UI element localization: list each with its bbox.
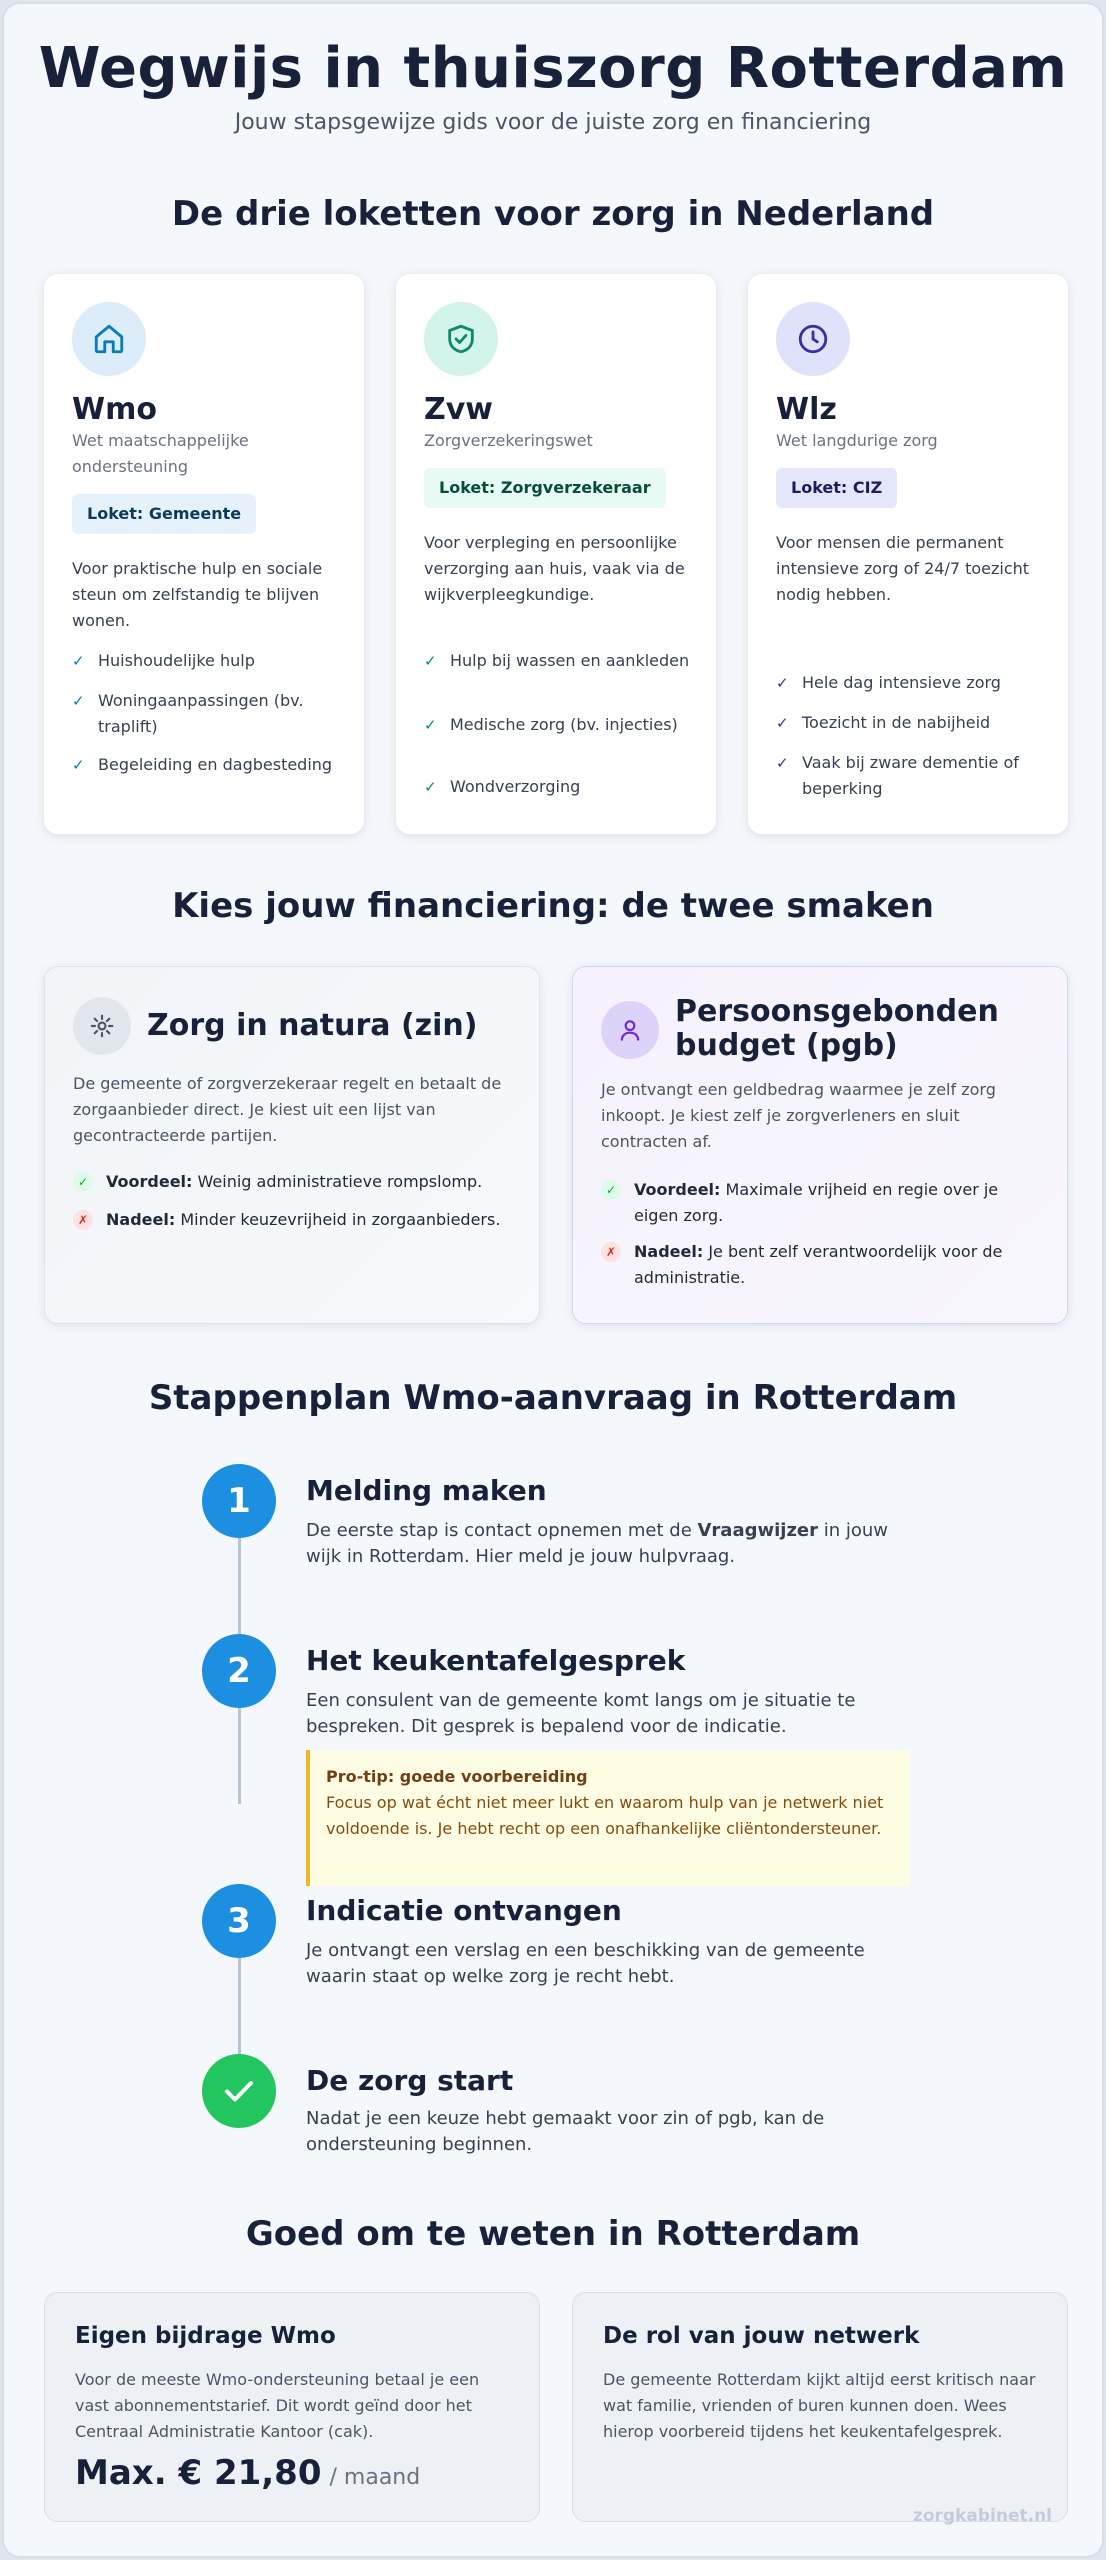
watermark: zorgkabinet.nl xyxy=(912,2506,1052,2526)
list-item: ✓ Woningaanpassingen (bv. traplift) xyxy=(72,688,342,740)
list-item: ✓ Medische zorg (bv. injecties) xyxy=(424,712,694,738)
loket-description: Voor mensen die permanent intensieve zorg of 24/7 toezicht nodig hebben. xyxy=(776,533,1030,604)
check-icon: ✓ xyxy=(776,674,789,692)
check-icon: ✓ xyxy=(776,714,789,732)
con-item: ✗ Nadeel: Je bent zelf verantwoordelijk voor de administratie. xyxy=(601,1239,1041,1291)
clock-icon xyxy=(776,302,850,376)
info-box-eigen-bijdrage xyxy=(44,2292,540,2522)
person-icon xyxy=(601,1001,659,1059)
list-item: ✓ Huishoudelijke hulp xyxy=(72,648,342,674)
step-description: Nadat je een keuze hebt gemaakt voor zin of pgb, kan de ondersteuning beginnen. xyxy=(306,2108,825,2155)
financing-card-pgb xyxy=(572,966,1068,1324)
info-box-netwerk xyxy=(572,2292,1068,2522)
loket-badge: Loket: Zorgverzekeraar xyxy=(424,468,666,508)
list-item: ✓ Hele dag intensieve zorg xyxy=(776,670,1046,696)
info-section-title: Goed om te weten in Rotterdam xyxy=(245,2214,861,2254)
timeline-connector xyxy=(238,1708,241,1804)
financing-section-title: Kies jouw financiering: de twee smaken xyxy=(172,886,934,926)
loket-description: Voor praktische hulp en sociale steun om zelfstandig te blijven wonen. xyxy=(72,559,323,630)
check-icon: ✓ xyxy=(601,1180,621,1200)
gear-icon xyxy=(73,997,131,1055)
loket-card-wmo xyxy=(44,274,364,834)
shield-check-icon xyxy=(424,302,498,376)
checkmark-icon xyxy=(202,2054,276,2128)
list-item: ✓ Begeleiding en dagbesteding xyxy=(72,752,342,778)
pro-tip-box xyxy=(306,1750,910,1886)
step-number: 2 xyxy=(202,1634,276,1708)
step-title: Het keukentafelgesprek xyxy=(306,1644,686,1677)
loket-description: Voor verpleging en persoonlijke verzorging aan huis, vaak via de wijkverpleegkundige. xyxy=(424,533,685,604)
step-number: 3 xyxy=(202,1884,276,1958)
tip-title: Pro-tip: goede voorbereiding xyxy=(326,1767,588,1786)
loket-name: Zvw xyxy=(424,392,494,427)
tip-text: Focus op wat écht niet meer lukt en waarom hulp van je netwerk niet voldoende is. Je hebt recht op een onafhankelijke cliëntondersteuner. xyxy=(326,1793,884,1838)
check-icon: ✓ xyxy=(72,756,85,774)
info-title: Eigen bijdrage Wmo xyxy=(75,2323,336,2349)
info-text: De gemeente Rotterdam kijkt altijd eerst kritisch naar wat familie, vrienden of buren kunnen doen. Wees hierop voorbereid tijdens het keukentafelgesprek. xyxy=(603,2370,1036,2441)
financing-description: De gemeente of zorgverzekeraar regelt en betaalt de zorgaanbieder direct. Je kiest uit een lijst van gecontracteerde partijen. xyxy=(73,1074,502,1145)
financing-card-zin xyxy=(44,966,540,1324)
loket-card-wlz xyxy=(748,274,1068,834)
step-description: De eerste stap is contact opnemen met de Vraagwijzer in jouw wijk in Rotterdam. Hier meld je jouw hulpvraag. xyxy=(306,1520,889,1567)
financing-title: Zorg in natura (zin) xyxy=(147,1008,478,1043)
loket-badge: Loket: CIZ xyxy=(776,468,897,508)
loket-name: Wlz xyxy=(776,392,837,427)
timeline-connector xyxy=(238,1958,241,2054)
check-icon: ✓ xyxy=(72,652,85,670)
pro-item: ✓ Voordeel: Weinig administratieve rompslomp. xyxy=(73,1169,513,1195)
info-title: De rol van jouw netwerk xyxy=(603,2323,920,2349)
check-icon: ✓ xyxy=(72,692,85,710)
check-icon: ✓ xyxy=(73,1172,93,1192)
cross-icon: ✗ xyxy=(73,1210,93,1230)
loket-law: Wet maatschappelijke ondersteuning xyxy=(72,431,249,476)
amount-value: Max. € 21,80 xyxy=(75,2453,322,2493)
step-title: Indicatie ontvangen xyxy=(306,1894,622,1927)
list-item: ✓ Wondverzorging xyxy=(424,774,694,800)
step-description: Een consulent van de gemeente komt langs om je situatie te bespreken. Dit gesprek is bepalend voor de indicatie. xyxy=(306,1690,856,1737)
check-icon: ✓ xyxy=(424,778,437,796)
step-title: De zorg start xyxy=(306,2064,514,2097)
info-text: Voor de meeste Wmo-ondersteuning betaal je een vast abonnementstarief. Dit wordt geïnd door het Centraal Administratie Kantoor (cak). xyxy=(75,2370,480,2441)
cross-icon: ✗ xyxy=(601,1242,621,1262)
page-title: Wegwijs in thuiszorg Rotterdam xyxy=(38,36,1068,101)
list-item: ✓ Vaak bij zware dementie of beperking xyxy=(776,750,1046,802)
timeline-connector xyxy=(238,1538,241,1638)
step-number: 1 xyxy=(202,1464,276,1538)
financing-title: Persoonsgebonden budget (pgb) xyxy=(675,994,999,1063)
check-icon: ✓ xyxy=(424,652,437,670)
page-subtitle: Jouw stapsgewijze gids voor de juiste zorg en financiering xyxy=(234,110,872,135)
infographic-page xyxy=(2,2,1104,2558)
steps-section-title: Stappenplan Wmo-aanvraag in Rotterdam xyxy=(148,1378,958,1418)
amount-unit: / maand xyxy=(329,2465,421,2490)
loket-law: Zorgverzekeringswet xyxy=(424,431,593,450)
step-description: Je ontvangt een verslag en een beschikking van de gemeente waarin staat op welke zorg je recht hebt. xyxy=(306,1940,865,1987)
amount-display xyxy=(75,2453,420,2493)
check-icon: ✓ xyxy=(424,716,437,734)
check-icon: ✓ xyxy=(776,754,789,772)
list-item: ✓ Toezicht in de nabijheid xyxy=(776,710,1046,736)
financing-description: Je ontvangt een geldbedrag waarmee je zelf zorg inkoopt. Je kiest zelf je zorgverleners en sluit contracten af. xyxy=(601,1080,996,1151)
loket-badge: Loket: Gemeente xyxy=(72,494,256,534)
pro-item: ✓ Voordeel: Maximale vrijheid en regie over je eigen zorg. xyxy=(601,1177,1041,1229)
home-icon xyxy=(72,302,146,376)
con-item: ✗ Nadeel: Minder keuzevrijheid in zorgaanbieders. xyxy=(73,1207,513,1233)
loketten-section-title: De drie loketten voor zorg in Nederland xyxy=(171,194,935,234)
loket-card-zvw xyxy=(396,274,716,834)
list-item: ✓ Hulp bij wassen en aankleden xyxy=(424,648,694,674)
loket-name: Wmo xyxy=(72,392,157,427)
loket-law: Wet langdurige zorg xyxy=(776,431,938,450)
step-title: Melding maken xyxy=(306,1474,547,1507)
